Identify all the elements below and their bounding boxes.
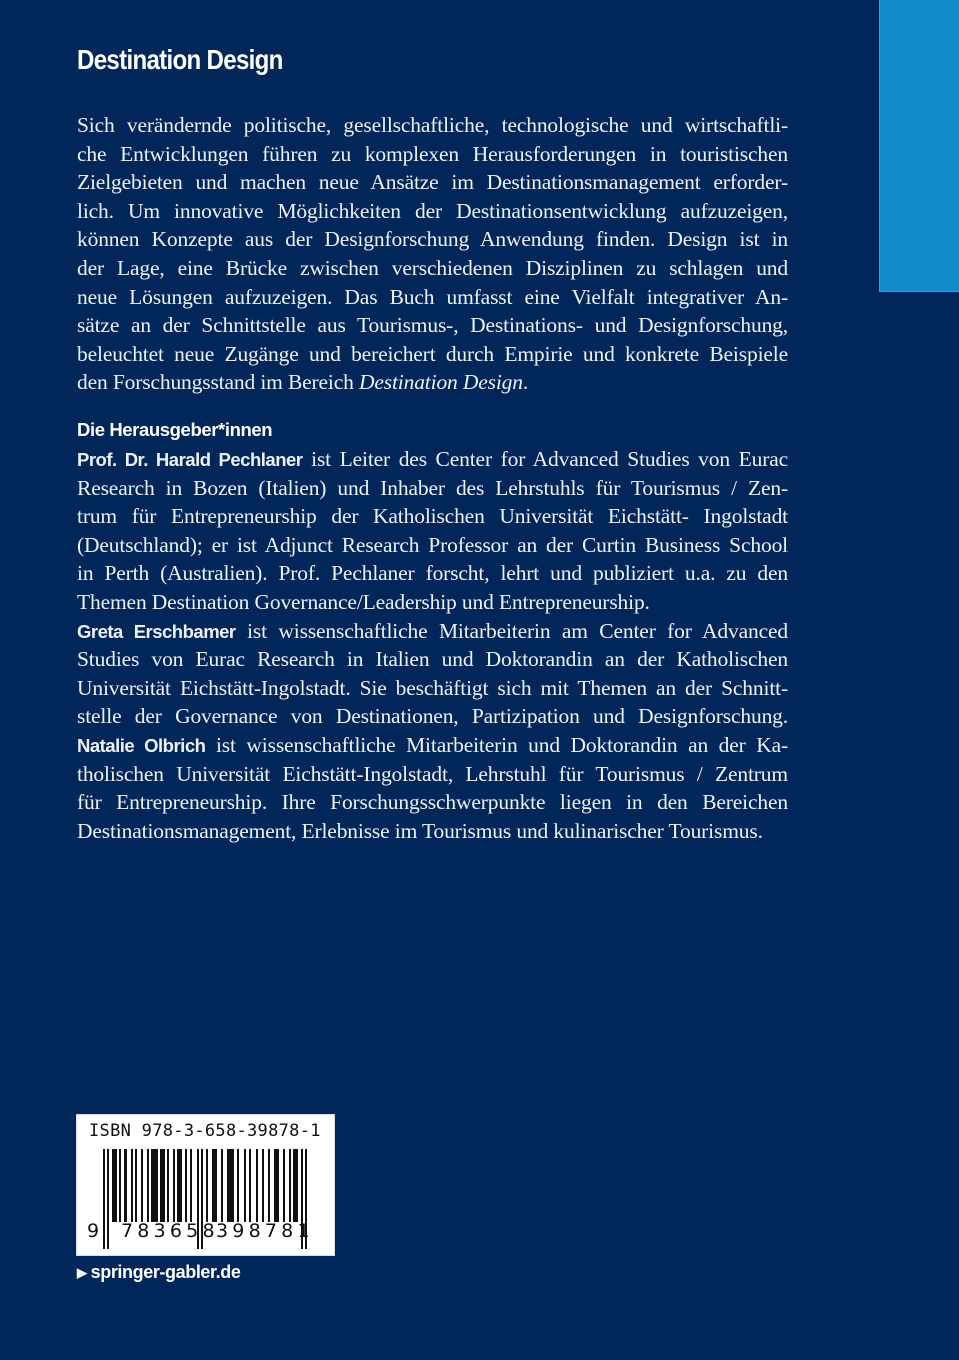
barcode-first-digit: 9 [87, 1220, 104, 1242]
line-text: Destinationsmanagement, Erlebnisse im Tourismus und kulinarischer Tourismus. [77, 818, 763, 843]
line-text: der Lage, eine Brücke zwischen verschiedenen Disziplinen zu schlagen und [77, 255, 788, 280]
barcode-bar [289, 1149, 291, 1222]
line-text: Themen Destination Governance/Leadership und Entrepreneurship. [77, 589, 650, 614]
text-line [77, 225, 788, 254]
line-text: Sich verändernde politische, gesellschaftliche, technologische und wirtschaftli- [77, 113, 788, 137]
text-line [77, 197, 788, 226]
editors-bios [77, 445, 788, 845]
barcode-bar [177, 1149, 182, 1222]
barcode-bar [293, 1149, 298, 1222]
barcode-bar [112, 1149, 117, 1222]
barcode-bar [185, 1149, 187, 1222]
book-title: Destination Design [77, 44, 283, 75]
text-line [77, 111, 788, 140]
text-line [77, 588, 788, 617]
barcode-bar [227, 1149, 234, 1222]
barcode-bar [167, 1149, 169, 1222]
text-line [77, 445, 788, 474]
line-text: neue Lösungen aufzuzeigen. Das Buch umfasst eine Vielfalt integrativer An- [77, 284, 788, 309]
text-line [77, 645, 788, 674]
line-text: in Perth (Australien). Prof. Pechlaner forscht, lehrt und publiziert u.a. zu den [77, 561, 788, 586]
text-line [77, 731, 788, 760]
text-line [77, 311, 788, 340]
barcode-bar [173, 1149, 175, 1222]
text-line [77, 368, 788, 397]
barcode-bar [190, 1149, 192, 1222]
editor-name: Prof. Dr. Harald Pechlaner [77, 449, 303, 470]
editor-name: Natalie Olbrich [77, 734, 206, 756]
barcode-bar [262, 1149, 264, 1222]
line-text: che Entwicklungen führen zu komplexen Herausforderungen in touristischen [77, 141, 788, 166]
barcode-bar [119, 1149, 121, 1222]
line-text: stelle der Governance von Destinationen, Partizipation und Designforschung. [77, 704, 788, 729]
barcode-bar [107, 1149, 109, 1249]
line-text: trum für Entrepreneurship der Katholischen Universität Eichstätt- Ingolstadt [77, 504, 788, 529]
publisher-link[interactable] [77, 1262, 240, 1283]
line-text: tholischen Universität Eichstätt-Ingolstadt, Lehrstuhl für Tourismus / Zentrum [77, 761, 788, 786]
line-text: Zielgebieten und machen neue Ansätze im Destinationsmanagement erforder- [77, 170, 788, 195]
barcode-bar [283, 1149, 285, 1222]
line-punct: . [522, 370, 529, 395]
text-line [77, 254, 788, 283]
barcode-right-digits: 398781 [216, 1220, 314, 1242]
line-text: sätze an der Schnittstelle aus Tourismus-, Destinations- und Designforschung, [77, 313, 788, 338]
text-line [77, 168, 788, 197]
accent-color-bar [879, 0, 959, 292]
barcode-bar [141, 1149, 143, 1222]
text-line [77, 617, 788, 646]
barcode-bar [131, 1149, 133, 1222]
text-line [77, 474, 788, 503]
barcode-bar [237, 1149, 239, 1222]
text-line [77, 340, 788, 369]
arrow-right-icon: ▶ [77, 1265, 87, 1280]
barcode-bar [124, 1149, 127, 1222]
text-line [77, 559, 788, 588]
line-text: lich. Um innovative Möglichkeiten der Destinationsentwicklung aufzuzeigen, [77, 198, 788, 223]
italic-title: Destination Design [358, 370, 523, 395]
line-text: Studies von Eurac Research in Italien und Doktorandin an der Katholischen [77, 647, 788, 672]
text-line [77, 674, 788, 703]
publisher-link-text[interactable]: springer-gabler.de [90, 1262, 241, 1282]
barcode-bar [256, 1149, 258, 1222]
barcode-bar [244, 1149, 246, 1222]
barcode-bar [212, 1149, 217, 1222]
isbn-label: ISBN 978-3-658-39878-1 [89, 1121, 321, 1141]
line-text: Universität Eichstätt-Ingolstadt. Sie beschäftigt sich mit Themen an der Schnitt- [77, 675, 788, 700]
line-text: ist Leiter des Center for Advanced Studies von Eurac [302, 447, 788, 471]
editor-name: Greta Erschbamer [77, 620, 236, 642]
barcode-bar [135, 1149, 137, 1222]
barcode-bar [206, 1149, 208, 1222]
line-text: Research in Bozen (Italien) und Inhaber des Lehrstuhls für Tourismus / Zen- [77, 475, 788, 500]
barcode-bar [103, 1149, 105, 1249]
barcode-bar [221, 1149, 223, 1222]
text-line [77, 502, 788, 531]
line-text: für Entrepreneurship. Ihre Forschungsschwerpunkte liegen in den Bereichen [77, 790, 788, 815]
text-line [77, 788, 788, 817]
line-text: ist wissenschaftliche Mitarbeiterin am Center for Advanced [235, 618, 788, 643]
line-text: ist wissenschaftliche Mitarbeiterin und Doktorandin an der Ka- [205, 732, 788, 757]
barcode-bar [151, 1149, 158, 1222]
editors-heading: Die Herausgeber*innen [77, 419, 273, 440]
barcode-left-digits: 783658 [121, 1220, 219, 1242]
barcode-bar [274, 1149, 279, 1222]
line-text: (Deutschland); er ist Adjunct Research Professor an der Curtin Business School [77, 532, 788, 557]
barcode-bar [160, 1149, 165, 1222]
text-line [77, 140, 788, 169]
text-line [77, 760, 788, 789]
blurb-paragraph [77, 111, 788, 397]
line-text: können Konzepte aus der Designforschung Anwendung finden. Design ist in [77, 227, 788, 252]
line-text: den Forschungsstand im Bereich [77, 370, 359, 395]
text-line [77, 531, 788, 560]
barcode-bar [147, 1149, 149, 1222]
text-line [77, 283, 788, 312]
isbn-barcode [76, 1114, 335, 1256]
barcode-bar [249, 1149, 251, 1222]
line-text: beleuchtet neue Zugänge und bereichert durch Empirie und konkrete Beispiele [77, 341, 788, 366]
barcode-bar [268, 1149, 270, 1222]
text-line [77, 702, 788, 731]
text-line [77, 817, 788, 846]
